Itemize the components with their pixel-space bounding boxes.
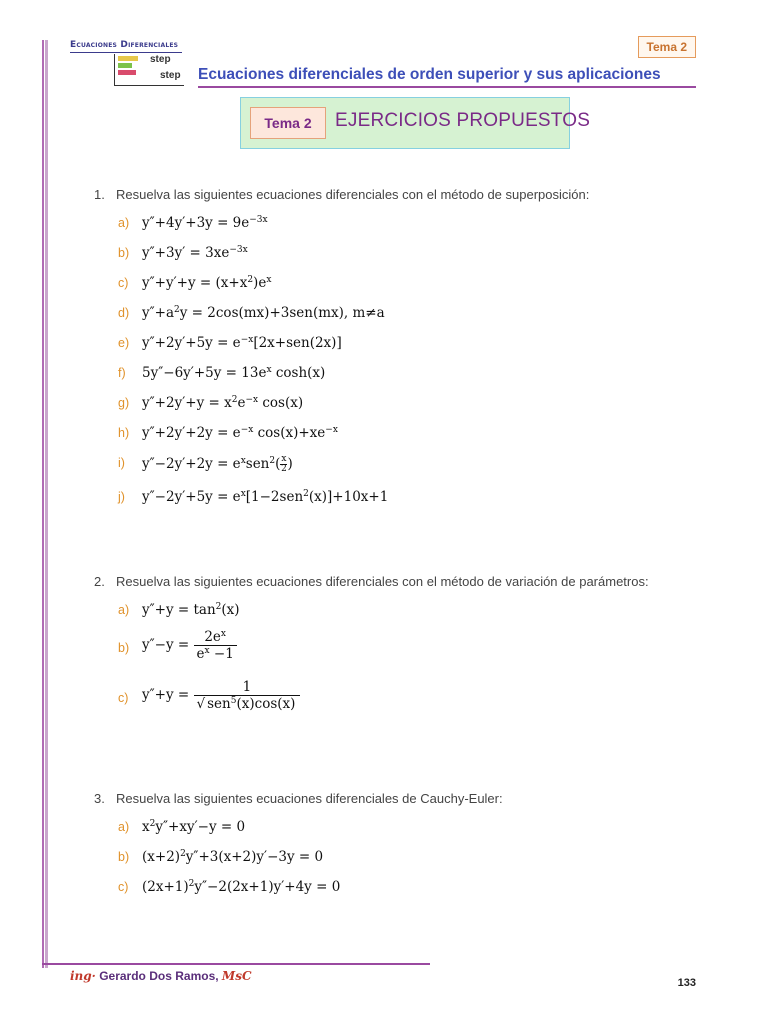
logo-bar-yellow [118, 56, 138, 61]
list-item [94, 846, 714, 876]
item-label: i) [118, 456, 125, 470]
list-item [94, 816, 714, 846]
logo-step-2: step [160, 70, 181, 81]
list-item [94, 332, 714, 362]
exercise-1-items [94, 212, 714, 516]
logo-bar-red [118, 70, 136, 75]
equation: $y''+2y'+5y = e^{-x}[2x+sen(2x)]$ [142, 335, 342, 351]
equation: $y''+2y'+2y = e^{-x}$ $\cos(x)+xe^{-x}$ [142, 425, 338, 441]
item-label: b) [118, 246, 130, 260]
exercise-2 [94, 574, 714, 729]
banner-title: EJERCICIOS PROPUESTOS [335, 110, 591, 131]
logo-base-line [114, 85, 184, 86]
equation: $y''+2y'+y = x^2e^{-x}$ cos(x) [142, 395, 304, 411]
exercise-3-items [94, 816, 714, 906]
equation: y″−y = $\frac{2e^x}{e^x -1}$ [142, 629, 237, 662]
exercise-1 [94, 187, 714, 516]
footer-rule [42, 963, 430, 965]
list-item [94, 452, 714, 482]
list-item [94, 272, 714, 302]
list-item [94, 302, 714, 332]
author-name: Gerardo Dos Ramos, [99, 969, 219, 983]
exercise-2-items [94, 599, 714, 729]
exercise-text: Resuelva las siguientes ecuaciones diferenciales con el método de superposición: [116, 187, 590, 202]
logo-bar-green [118, 63, 132, 68]
author-suffix: MsC [221, 969, 252, 983]
exercise-2-statement [94, 574, 714, 589]
list-item [94, 212, 714, 242]
list-item [94, 599, 714, 629]
page-margin-line [42, 40, 48, 968]
list-item [94, 679, 714, 729]
exercise-number: 2. [94, 574, 105, 589]
equation: $y''-2y'+5y = e^x[1-2sen^2(x)]+10x+1$ [142, 489, 389, 505]
equation: $y''+3y' = 3xe^{-3x}$ [142, 245, 248, 261]
item-label: a) [118, 216, 130, 230]
list-item [94, 242, 714, 272]
equation: $x^2y''+xy'-y = 0$ [142, 819, 246, 835]
exercise-number: 1. [94, 187, 105, 202]
logo-bars [118, 56, 138, 77]
author-prefix: ing· [70, 969, 96, 983]
logo-underline [70, 52, 182, 53]
item-label: c) [118, 691, 129, 705]
item-label: b) [118, 641, 130, 655]
exercises-banner [240, 97, 591, 149]
equation: $y''+4y'+3y = 9e^{-3x}$ [142, 215, 268, 231]
item-label: h) [118, 426, 130, 440]
item-label: d) [118, 306, 130, 320]
logo [70, 40, 190, 88]
exercise-1-statement [94, 187, 714, 202]
list-item [94, 392, 714, 422]
equation: $y''+y = \tan^2(x)$ [142, 602, 240, 618]
logo-title: Ecuaciones Diferenciales [70, 40, 179, 50]
logo-step-1: step [150, 54, 171, 65]
list-item [94, 876, 714, 906]
header-rule [198, 86, 696, 88]
exercise-3 [94, 791, 714, 906]
exercise-text: Resuelva las siguientes ecuaciones diferenciales con el método de variación de parámetros: [116, 574, 649, 589]
exercise-number: 3. [94, 791, 105, 806]
equation: $(x+2)^2y''+3(x+2)y'-3y = 0$ [142, 849, 324, 865]
item-label: a) [118, 603, 130, 617]
equation: $y''+y'+y = (x+x^2)e^x$ [142, 275, 272, 291]
equation: $5y''-6y'+5y = 13e^x$ cosh(x) [142, 365, 326, 381]
exercise-3-statement [94, 791, 714, 806]
exercise-text: Resuelva las siguientes ecuaciones diferenciales de Cauchy-Euler: [116, 791, 503, 806]
list-item [94, 422, 714, 452]
footer-author [70, 969, 252, 983]
logo-bracket [114, 54, 115, 86]
equation: y″+y = $\frac{1}{√ sen^5(x)\cos(x)}$ [142, 679, 300, 712]
item-label: c) [118, 276, 129, 290]
item-label: c) [118, 880, 129, 894]
tema-badge: Tema 2 [638, 36, 696, 58]
item-label: f) [118, 366, 126, 380]
list-item [94, 629, 714, 679]
list-item [94, 362, 714, 392]
list-item [94, 482, 714, 516]
equation: $y''-2y'+2y = e^xsen^2$( $\frac{x}{2}$) [142, 454, 293, 474]
item-label: e) [118, 336, 130, 350]
item-label: a) [118, 820, 130, 834]
item-label: j) [118, 490, 125, 504]
header-title: Ecuaciones diferenciales de orden superior y sus aplicaciones [198, 66, 661, 83]
page-number: 133 [677, 977, 696, 989]
item-label: b) [118, 850, 130, 864]
equation: $(2x+1)^2y''-2(2x+1)y'+4y = 0$ [142, 879, 341, 895]
banner-tema-label: Tema 2 [250, 107, 326, 139]
item-label: g) [118, 396, 130, 410]
equation: $y''+a^2y = 2\cos(mx)+3sen(mx)$, m≠a [142, 305, 385, 321]
